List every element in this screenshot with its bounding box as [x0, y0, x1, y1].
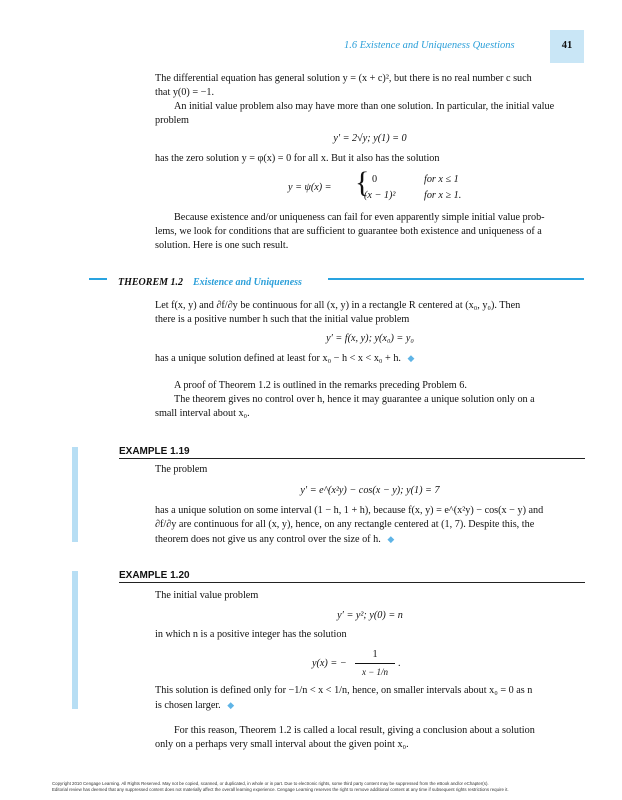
example-rule	[119, 582, 585, 583]
example-margin-bar	[72, 571, 78, 709]
closing-line: For this reason, Theorem 1.2 is called a local result, giving a conclusion about a solution	[174, 725, 535, 736]
solution-denominator: x − 1/n	[361, 667, 389, 677]
intro-paragraph-line: lems, we look for conditions that are sufficient to guarantee both existence and uniqueness of a	[155, 226, 542, 237]
intro-paragraph-line: solution. Here is one such result.	[155, 240, 289, 251]
example-margin-bar	[72, 447, 78, 542]
copyright-footer-line: Copyright 2010 Cengage Learning. All Rights Reserved. May not be copied, scanned, or duplicated, in whole or in part. Due to electronic rights, some third party content may be suppressed from the eBook and/or eChapter(s).	[52, 781, 489, 786]
example-line: has a unique solution on some interval (1 − h, 1 + h), because f(x, y) = e^(x²y) − cos(x − y) and	[155, 505, 544, 516]
example-heading: EXAMPLE 1.20	[119, 570, 190, 581]
running-header-title: 1.6 Existence and Uniqueness Questions	[344, 40, 515, 51]
example-equation: y′ = y²; y(0) = n	[337, 610, 403, 621]
theorem-label: THEOREM 1.2	[118, 277, 184, 288]
end-of-example-icon: ◆	[227, 700, 235, 710]
copyright-footer-line: Editorial review has deemed that any suppressed content does not materially affect the overall learning experience. Cengage Learning reserves the right to remove additional content at any time if subsequent rights restrictions require it.	[52, 787, 509, 792]
piecewise-lhs: y = ψ(x) =	[288, 182, 332, 193]
example-heading: EXAMPLE 1.19	[119, 446, 190, 457]
solution-lhs: y(x) = −	[312, 658, 347, 669]
example-equation: y′ = e^(x²y) − cos(x − y); y(1) = 7	[300, 485, 440, 496]
piecewise-case1-condition: for x ≤ 1	[424, 174, 459, 185]
intro-line: that y(0) = −1.	[155, 87, 215, 98]
end-of-example-icon: ◆	[387, 534, 395, 544]
equation-ivp-sqrt: y′ = 2√y; y(1) = 0	[333, 133, 407, 144]
example-line: The problem	[155, 464, 208, 475]
theorem-heading	[118, 272, 302, 290]
example-line: is chosen larger. ◆	[155, 700, 235, 711]
intro-line: The differential equation has general solution y = (x + c)², but there is no real number c such	[155, 73, 532, 84]
theorem-line: has a unique solution defined at least for x₀ − h < x < x₀ + h. ◆	[155, 353, 415, 364]
piecewise-case1-value: 0	[372, 174, 378, 185]
intro-paragraph-line: Because existence and/or uniqueness can fail for even apparently simple initial value prob-	[174, 212, 545, 223]
solution-period: .	[398, 658, 401, 669]
example-line: This solution is defined only for −1/n < x < 1/n, hence, on smaller intervals about x₀ = 0 as n	[155, 685, 533, 696]
solution-numerator: 1	[372, 649, 378, 660]
piecewise-case2-value: (x − 1)²	[364, 190, 396, 201]
theorem-rule-left	[89, 278, 107, 280]
theorem-equation: y′ = f(x, y); y(x₀) = y₀	[326, 333, 414, 344]
body-line: small interval about x₀.	[155, 408, 250, 419]
piecewise-brace: {	[355, 166, 370, 199]
example-line: The initial value problem	[155, 590, 259, 601]
example-line: theorem does not give us any control over the size of h. ◆	[155, 534, 395, 545]
body-line: The theorem gives no control over h, hence it may guarantee a unique solution only on a	[174, 394, 535, 405]
example-line: in which n is a positive integer has the solution	[155, 629, 347, 640]
example-rule	[119, 458, 585, 459]
piecewise-case2-condition: for x ≥ 1.	[424, 190, 462, 201]
theorem-rule-right	[328, 278, 584, 280]
closing-line: only on a perhaps very small interval about the given point x₀.	[155, 739, 409, 750]
intro-line: An initial value problem also may have more than one solution. In particular, the initial value	[174, 101, 555, 112]
intro-line: has the zero solution y = φ(x) = 0 for all x. But it also has the solution	[155, 153, 440, 164]
page-number-box	[550, 30, 584, 63]
theorem-line: Let f(x, y) and ∂f/∂y be continuous for all (x, y) in a rectangle R centered at (x₀, y₀). Then	[155, 300, 521, 311]
body-line: A proof of Theorem 1.2 is outlined in the remarks preceding Problem 6.	[174, 380, 467, 391]
theorem-line: there is a positive number h such that the initial value problem	[155, 314, 410, 325]
page-number: 41	[561, 40, 573, 51]
theorem-name: Existence and Uniqueness	[193, 277, 302, 288]
end-of-theorem-icon: ◆	[407, 353, 415, 363]
intro-line: problem	[155, 115, 189, 126]
example-line: ∂f/∂y are continuous for all (x, y), hence, on any rectangle centered at (1, 7). Despite this, the	[155, 519, 535, 530]
fraction-bar	[355, 663, 395, 664]
